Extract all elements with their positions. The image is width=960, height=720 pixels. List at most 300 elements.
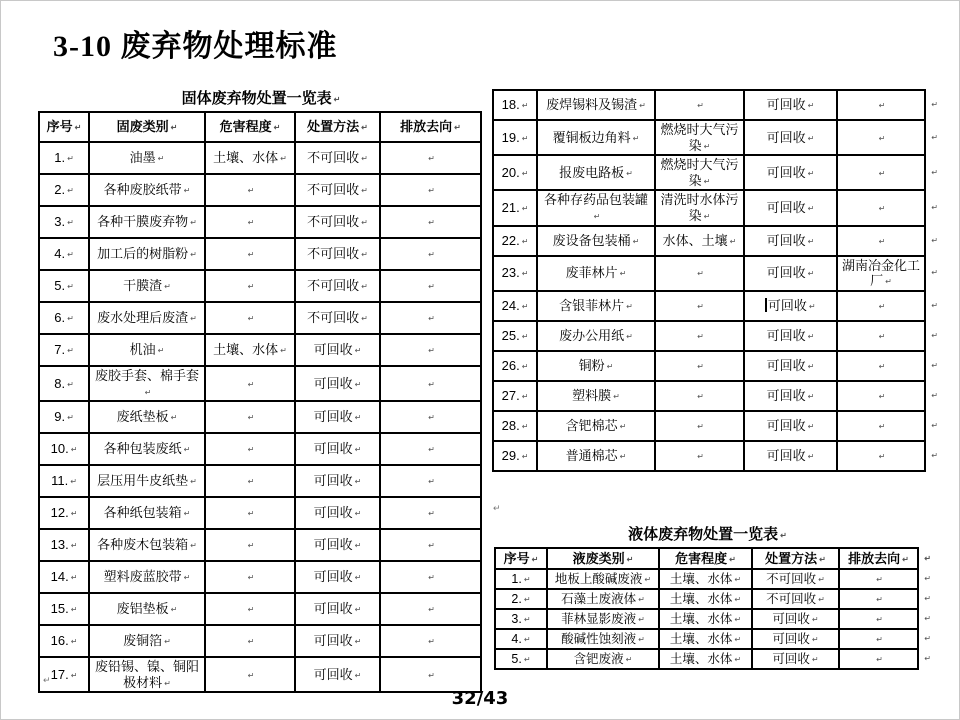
cell-destination [839,569,931,589]
table-row [39,206,481,238]
paragraph-mark-icon: ↵ [697,391,704,401]
cell-no: 9. ↵ [39,401,89,433]
paragraph-mark-icon: ↵ [876,654,883,664]
cell-no: 20. ↵ [493,155,537,190]
paragraph-mark-icon: ↵ [428,605,435,615]
paragraph-mark-icon: ↵ [247,637,255,647]
paragraph-mark-icon: ↵ [428,509,435,519]
cell-destination [380,465,481,497]
paragraph-mark-icon: ↵ [931,390,938,400]
cell-destination [837,351,938,381]
cell-no: 26. ↵ [493,351,537,381]
paragraph-mark-icon: ↵ [807,101,815,111]
paragraph-mark-icon: ↵ [247,186,255,196]
paragraph-mark-icon: ↵ [354,346,362,356]
cell-method: 可回收 ↵ [744,441,837,471]
paragraph-mark-icon: ↵ [428,670,435,680]
cell-no: 21. ↵ [493,190,537,225]
cell-method: 可回收 ↵ [295,657,380,692]
paragraph-mark-icon: ↵ [354,573,362,583]
cell-method: 不可回收 ↵ [752,589,839,609]
cell-hazard [205,561,295,593]
paragraph-mark-icon: ↵ [354,605,362,615]
cell-category: 干膜渣 ↵ [89,270,205,302]
cell-destination [837,441,938,471]
paragraph-mark-icon: ↵ [626,301,633,311]
paragraph-mark-icon: ↵ [67,218,74,228]
paragraph-mark-icon: ↵ [354,379,362,389]
solid-waste-table-rows-18-29 [492,89,938,472]
cell-method: 可回收 ↵ [744,381,837,411]
paragraph-mark-icon: ↵ [638,594,645,604]
liquid-waste-table-section [494,523,931,670]
paragraph-mark-icon: ↵ [625,654,633,664]
column-header: 液废类别 ↵ [547,548,659,569]
paragraph-mark-icon: ↵ [428,154,435,164]
table-row [39,625,481,657]
table-row [493,190,925,225]
paragraph-mark-icon: ↵ [523,574,531,584]
paragraph-mark-icon: ↵ [70,637,78,647]
table-row [39,238,481,270]
column-header: 排放去向 ↵ ↵ [839,548,918,569]
cell-no: 8. ↵ [39,366,89,401]
paragraph-mark-icon: ↵ [521,391,529,401]
paragraph-mark-icon: ↵ [807,204,815,214]
cell-no: 10. ↵ [39,433,89,465]
paragraph-mark-icon: ↵ [924,594,931,604]
paragraph-mark-icon: ↵ [931,360,938,370]
paragraph-mark-icon: ↵ [183,509,191,519]
cell-category: 废胶手套、棉手套↵ [89,366,205,401]
table-row [493,291,925,321]
cell-destination [380,334,481,366]
paragraph-mark-icon: ↵ [807,361,815,371]
paragraph-mark-icon: ↵ [521,133,529,143]
cell-destination [380,206,481,238]
paragraph-mark-icon: ↵ [361,186,368,196]
cell-category: 报废电路板 ↵ [537,155,655,190]
cell-destination [837,155,938,190]
cell-destination [380,401,481,433]
cell-category: 废菲林片 ↵ [537,256,655,291]
paragraph-mark-icon: ↵ [931,100,938,110]
paragraph-mark-icon: ↵ [361,154,368,164]
cell-destination [837,321,938,351]
cell-destination [380,238,481,270]
paragraph-mark-icon: ↵ [428,573,435,583]
cell-category: 废纸垫板 ↵ [89,401,205,433]
cell-method: 可回收 ↵ [752,609,839,629]
cell-no: 2. ↵ [39,174,89,206]
paragraph-mark-icon: ↵ [878,168,886,178]
cell-method: 可回收 ↵ [295,465,380,497]
cell-category: 石藻土废液体 ↵ [547,589,659,609]
paragraph-mark-icon: ↵ [428,637,435,647]
paragraph-mark-icon: ↵ [924,574,931,584]
cell-destination [380,625,481,657]
paragraph-mark-icon: ↵ [183,573,191,583]
paragraph-mark-icon: ↵ [361,218,368,228]
paragraph-mark-icon: ↵ [931,268,938,278]
paragraph-mark-icon: ↵ [878,331,886,341]
paragraph-mark-icon: ↵ [67,250,74,260]
page-number: 32/43 [451,688,509,709]
paragraph-mark-icon: ↵ [428,314,435,324]
cell-destination [380,142,481,174]
cell-no: 27. ↵ [493,381,537,411]
cell-category: 地板上酸碱废液 ↵ [547,569,659,589]
table-row [39,465,481,497]
paragraph-mark-icon: ↵ [931,300,938,310]
solid-waste-table-right-section [492,89,938,472]
cell-destination [380,174,481,206]
paragraph-mark-icon: ↵ [70,573,78,583]
paragraph-mark-icon: ↵ [521,101,529,111]
cell-destination: 湖南冶金化工厂 ↵ ↵ [837,256,925,291]
table-row [493,411,925,441]
paragraph-mark-icon: ↵ [638,634,645,644]
cell-category: 各种纸包装箱 ↵ [89,497,205,529]
paragraph-mark-icon: ↵ [878,101,886,111]
cell-no: 3. ↵ [39,206,89,238]
cell-no: 4. ↵ [495,629,547,649]
paragraph-mark-icon: ↵ [811,654,819,664]
paragraph-mark-icon: ↵ [164,282,171,292]
paragraph-mark-icon: ↵ [273,123,281,133]
paragraph-mark-icon: ↵ [247,605,255,615]
cell-category: 机油 ↵ [89,334,205,366]
paragraph-mark-icon: ↵ [247,218,255,228]
paragraph-mark-icon: ↵ [67,154,74,164]
column-header: 序号 ↵ [39,112,89,142]
paragraph-mark-icon: ↵ [807,421,815,431]
paragraph-mark-icon: ↵ [190,250,197,260]
paragraph-mark-icon: ↵ [521,331,529,341]
cell-hazard: 土壤、水体 ↵ [659,589,752,609]
cell-method: 可回收 ↵ [295,366,380,401]
paragraph-mark-icon: ↵ [354,541,362,551]
paragraph-mark-icon: ↵ [807,236,815,246]
table-row [39,334,481,366]
table-row [493,120,925,155]
cell-category: 废铝垫板 ↵ [89,593,205,625]
cell-category: 含银菲林片 ↵ [537,291,655,321]
cell-hazard [205,465,295,497]
column-header: 固废类别 ↵ [89,112,205,142]
paragraph-mark-icon: ↵ [638,614,645,624]
cell-hazard [655,411,744,441]
column-header: 序号 ↵ [495,548,547,569]
cell-destination [837,291,938,321]
paragraph-mark-icon: ↵ [878,451,886,461]
paragraph-mark-icon: ↵ [144,387,152,397]
cell-method: 可回收 ↵ [295,561,380,593]
paragraph-mark-icon: ↵ [931,203,938,213]
cell-category: 各种废木包装箱 ↵ [89,529,205,561]
paragraph-mark-icon: ↵ [807,133,815,143]
paragraph-mark-icon: ↵ [354,445,362,455]
cell-destination [380,497,481,529]
paragraph-mark-icon: ↵ [361,282,368,292]
paragraph-mark-icon: ↵ [523,654,531,664]
paragraph-mark-icon: ↵ [729,236,737,246]
cell-hazard [205,433,295,465]
paragraph-mark-icon: ↵ [43,675,51,685]
cell-hazard [655,381,744,411]
paragraph-mark-icon: ↵ [70,445,78,455]
paragraph-mark-icon: ↵ [247,573,255,583]
paragraph-mark-icon: ↵ [454,123,461,133]
cell-no: 29. ↵ [493,441,537,471]
paragraph-mark-icon: ↵ [523,634,531,644]
paragraph-mark-icon: ↵ [780,531,787,540]
cell-method: 可回收 ↵ [752,629,839,649]
cell-method: 可回收 ↵ [744,411,837,441]
cell-no: 4. ↵ [39,238,89,270]
paragraph-mark-icon: ↵ [183,445,191,455]
paragraph-mark-icon: ↵ [697,101,704,111]
paragraph-mark-icon: ↵ [361,250,368,260]
table-row [493,351,925,381]
paragraph-mark-icon: ↵ [632,236,640,246]
cell-method: 可回收 ↵ [295,625,380,657]
paragraph-mark-icon: ↵ [697,301,704,311]
paragraph-mark-icon: ↵ [818,594,825,604]
paragraph-mark-icon: ↵ [428,413,435,423]
cell-no: 22. ↵ [493,226,537,256]
column-header: 处置方法 ↵ [295,112,380,142]
paragraph-mark-icon: ↵ [354,413,362,423]
cell-category: 加工后的树脂粉 ↵ [89,238,205,270]
cell-method: 可回收 ↵ [295,529,380,561]
paragraph-mark-icon: ↵ [878,133,886,143]
cell-method: 可回收 ↵ [744,256,837,291]
cell-method: 可回收 ↵ [295,593,380,625]
cell-destination [380,366,481,401]
paragraph-mark-icon: ↵ [697,269,704,279]
paragraph-mark-icon: ↵ [619,269,627,279]
cell-category: 普通棉芯 ↵ [537,441,655,471]
cell-hazard: 燃烧时大气污染 ↵ [655,155,744,190]
paragraph-mark-icon: ↵ [190,314,197,324]
column-header: 危害程度 ↵ [659,548,752,569]
paragraph-mark-icon: ↵ [247,670,255,680]
cell-no: 23. ↵ [493,256,537,291]
paragraph-mark-icon: ↵ [931,330,938,340]
paragraph-mark-icon: ↵ [644,574,652,584]
cell-no: 24. ↵ [493,291,537,321]
paragraph-mark-icon: ↵ [361,123,368,133]
paragraph-mark-icon: ↵ [734,614,742,624]
paragraph-mark-icon: ↵ [521,301,529,311]
cell-method: 可回收 ↵ [295,401,380,433]
paragraph-mark-icon: ↵ [811,614,819,624]
paragraph-mark-icon: ↵ [170,123,178,133]
paragraph-mark-icon: ↵ [361,314,368,324]
paragraph-mark-icon: ↵ [523,614,531,624]
paragraph-mark-icon: ↵ [593,211,601,221]
paragraph-mark-icon: ↵ [639,101,646,111]
cell-category: 废焊锡料及锡渣 ↵ [537,90,655,120]
paragraph-mark-icon: ↵ [697,331,704,341]
header-row [39,112,481,142]
cell-destination [380,561,481,593]
cell-hazard [655,256,744,291]
column-header: 危害程度 ↵ [205,112,295,142]
table-row [493,441,925,471]
paragraph-mark-icon: ↵ [931,235,938,245]
cell-no: 16. ↵ [39,625,89,657]
cell-no: 1. ↵ [39,142,89,174]
cell-method: 可回收 ↵ [752,649,839,669]
paragraph-mark-icon: ↵ [878,361,886,371]
cell-no: 18. ↵ [493,90,537,120]
paragraph-mark-icon: ↵ [247,379,255,389]
table-row [493,321,925,351]
cell-method: 可回收 ↵ [744,90,837,120]
table-row [39,561,481,593]
paragraph-mark-icon: ↵ [428,218,435,228]
paragraph-mark-icon: ↵ [247,250,255,260]
paragraph-mark-icon: ↵ [807,451,815,461]
paragraph-mark-icon: ↵ [280,154,287,164]
paragraph-mark-icon: ↵ [190,477,197,487]
cell-no: 7. ↵ [39,334,89,366]
paragraph-mark-icon: ↵ [521,451,529,461]
paragraph-mark-icon: ↵ [931,420,938,430]
paragraph-mark-icon: ↵ [190,541,197,551]
cell-hazard: 土壤、水体 ↵ [659,649,752,669]
paragraph-mark-icon: ↵ [924,614,931,624]
table-row [493,90,925,120]
paragraph-mark-icon: ↵ [734,634,742,644]
paragraph-mark-icon: ↵ [70,541,78,551]
paragraph-mark-icon: ↵ [247,413,255,423]
paragraph-mark-icon: ↵ [632,133,640,143]
paragraph-mark-icon: ↵ [878,204,886,214]
cell-no: 3. ↵ [495,609,547,629]
cell-method: 可回收 ↵ [295,334,380,366]
cell-category: 废水处理后废渣 ↵ [89,302,205,334]
paragraph-mark-icon: ↵ [876,574,883,584]
table-row [39,174,481,206]
table-row [39,270,481,302]
cell-no: 5. ↵ [495,649,547,669]
table-row [495,569,918,589]
paragraph-mark-icon: ↵ [619,451,627,461]
paragraph-mark-icon: ↵ [878,391,886,401]
cell-hazard: 燃烧时大气污染 ↵ [655,120,744,155]
cell-destination [839,589,931,609]
paragraph-mark-icon: ↵ [902,554,909,564]
cell-hazard: 土壤、水体 ↵ [659,609,752,629]
paragraph-mark-icon: ↵ [67,379,74,389]
cell-hazard [205,174,295,206]
slide-title: 3-10 废弃物处理标准 [53,30,338,63]
cell-hazard: 土壤、水体 ↵ [205,334,295,366]
paragraph-mark-icon: ↵ [428,186,435,196]
paragraph-mark-icon: ↵ [428,282,435,292]
paragraph-mark-icon: ↵ [521,421,529,431]
paragraph-mark-icon: ↵ [157,346,165,356]
table-row [39,593,481,625]
header-row [495,548,918,569]
cell-destination [837,411,938,441]
table-row [495,589,918,609]
paragraph-mark-icon: ↵ [183,186,191,196]
column-header: 处置方法 ↵ [752,548,839,569]
cell-hazard [655,321,744,351]
paragraph-mark-icon: ↵ [876,594,883,604]
cell-method: 可回收 ↵ [744,120,837,155]
cell-destination [380,270,481,302]
cell-destination [839,629,931,649]
cell-hazard: 土壤、水体 ↵ [659,629,752,649]
cell-method: 可回收 ↵ [295,433,380,465]
paragraph-mark-icon: ↵ [807,331,815,341]
cell-category: 各种存药品包装罐↵ [537,190,655,225]
cell-no: 14. ↵ [39,561,89,593]
paragraph-mark-icon: ↵ [521,236,529,246]
paragraph-mark-icon: ↵ [521,269,529,279]
paragraph-mark-icon: ↵ [280,346,287,356]
cell-destination [837,190,938,225]
cell-destination [380,593,481,625]
paragraph-mark-icon: ↵ [247,282,255,292]
paragraph-mark-icon: ↵ [878,421,886,431]
paragraph-mark-icon: ↵ [811,634,819,644]
paragraph-mark-icon: ↵ [619,421,627,431]
paragraph-mark-icon: ↵ [626,331,633,341]
paragraph-mark-icon: ↵ [170,605,178,615]
cell-destination [380,529,481,561]
paragraph-mark-icon: ↵ [333,95,341,104]
paragraph-mark-icon: ↵ [931,132,938,142]
cell-method: 可回收 ↵ [744,155,837,190]
paragraph-mark-icon: ↵ [70,477,77,487]
cell-no: 1. ↵ [495,569,547,589]
paragraph-mark-icon: ↵ [697,361,704,371]
liquid-table-title-text: 液体废弃物处置一览表 [628,526,779,543]
cell-hazard: 土壤、水体 ↵ [205,142,295,174]
paragraph-mark-icon: ↵ [521,204,529,214]
paragraph-mark-icon: ↵ [807,168,815,178]
table-row [493,226,925,256]
cell-no: 11. ↵ [39,465,89,497]
cell-method: 可回收 ↵ [295,497,380,529]
cell-category: 油墨 ↵ [89,142,205,174]
cell-category: 酸碱性蚀刻液 ↵ [547,629,659,649]
paragraph-mark-icon: ↵ [531,554,539,564]
paragraph-mark-icon: ↵ [697,451,704,461]
text-cursor [765,298,767,312]
cell-no: 17. ↵ [39,657,89,692]
cell-no: 28. ↵ [493,411,537,441]
cell-category: 含钯棉芯 ↵ [537,411,655,441]
paragraph-mark-icon: ↵ [734,654,742,664]
paragraph-mark-icon: ↵ [428,445,435,455]
paragraph-mark-icon: ↵ [807,269,815,279]
cell-category: 塑料废蓝胶带 ↵ [89,561,205,593]
paragraph-mark-icon: ↵ [523,594,531,604]
cell-category: 废设备包装桶 ↵ [537,226,655,256]
cell-hazard [205,206,295,238]
cell-category: 废铜箔 ↵ [89,625,205,657]
cell-method: 可回收 ↵ [744,291,837,321]
cell-no: 19. ↵ [493,120,537,155]
paragraph-mark-icon: ↵ [819,554,826,564]
